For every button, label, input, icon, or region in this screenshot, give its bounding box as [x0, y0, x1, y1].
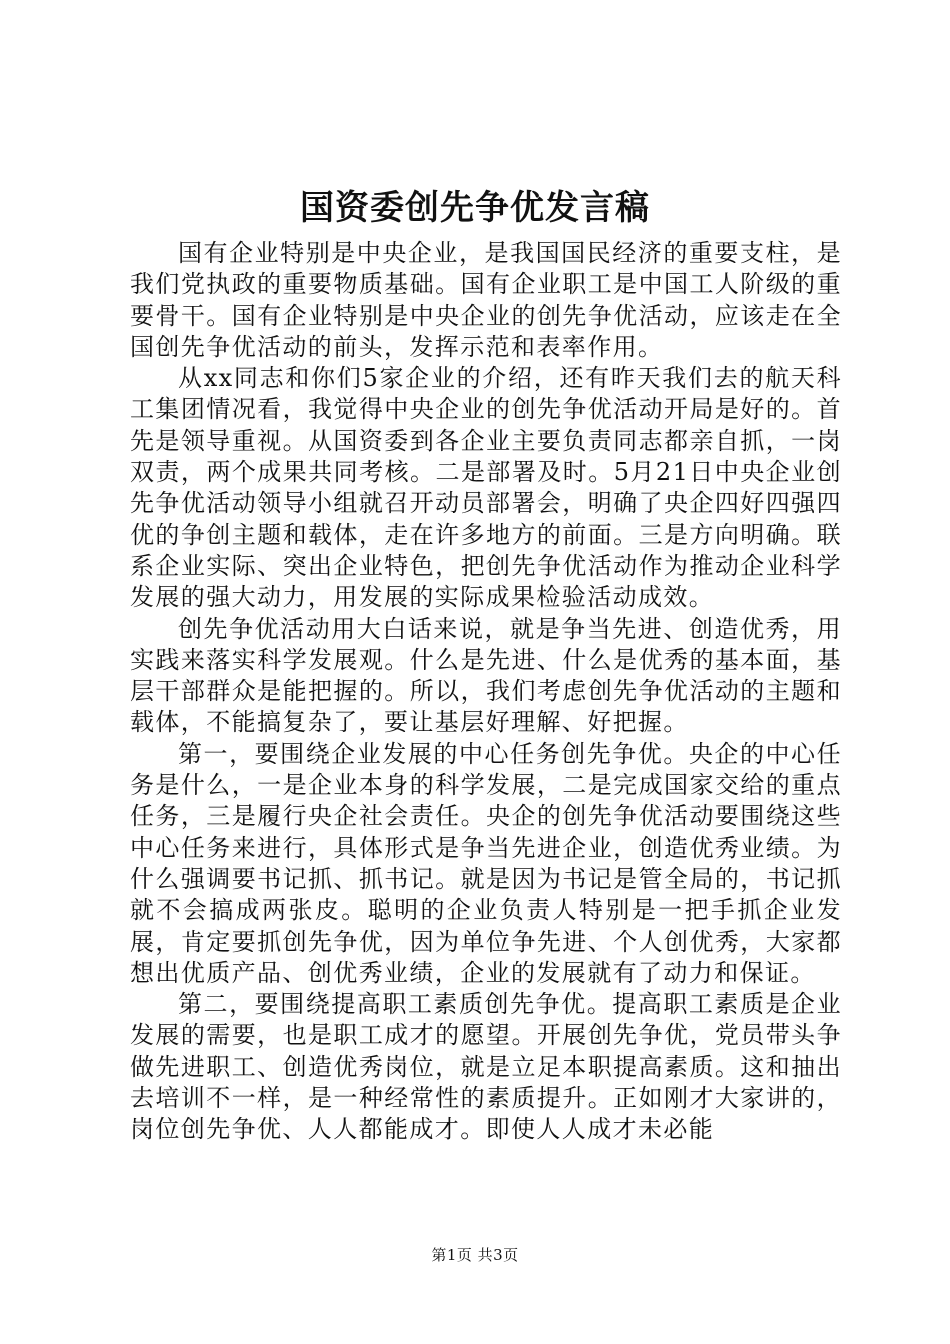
paragraph: 第一，要围绕企业发展的中心任务创先争优。央企的中心任务是什么，一是企业本身的科学发展，二是完成国家交给的重点任务，三是履行央企社会责任。央企的创先争优活动要围绕这些中心任务来进行，具体形式是争当先进企业，创造优秀业绩。为什么强调要书记抓、抓书记。就是因为书记是管全局的，书记抓就不会搞成两张皮。聪明的企业负责人特别是一把手抓企业发展，肯定要抓创先争优，因为单位争先进、个人创优秀，大家都想出优质产品、创优秀业绩，企业的发展就有了动力和保证。	[130, 739, 842, 987]
paragraph: 从xx同志和你们5家企业的介绍，还有昨天我们去的航天科工集团情况看，我觉得中央企业的创先争优活动开局是好的。首先是领导重视。从国资委到各企业主要负责同志都亲自抓，一岗双责，两个成果共同考核。二是部署及时。5月21日中央企业创先争优活动领导小组就召开动员部署会，明确了央企四好四强四优的争创主题和载体，走在许多地方的前面。三是方向明确。联系企业实际、突出企业特色，把创先争优活动作为推动企业科学发展的强大动力，用发展的实际成果检验活动成效。	[130, 364, 842, 612]
page-number-footer: 第1页 共3页	[431, 1246, 519, 1264]
paragraph: 创先争优活动用大白话来说，就是争当先进、创造优秀，用实践来落实科学发展观。什么是先进、什么是优秀的基本面，基层干部群众是能把握的。所以，我们考虑创先争优活动的主题和载体，不能搞复杂了，要让基层好理解、好把握。	[130, 614, 842, 737]
paragraph: 第二，要围绕提高职工素质创先争优。提高职工素质是企业发展的需要，也是职工成才的愿望。开展创先争优，党员带头争做先进职工、创造优秀岗位，就是立足本职提高素质。这和抽出去培训不一样，是一种经常性的素质提升。正如刚才大家讲的，岗位创先争优、人人都能成才。即使人人成才未必能	[130, 990, 842, 1144]
document-title: 国资委创先争优发言稿	[300, 188, 650, 228]
document-body	[130, 238, 842, 1146]
paragraph: 国有企业特别是中央企业，是我国国民经济的重要支柱，是我们党执政的重要物质基础。国有企业职工是中国工人阶级的重要骨干。国有企业特别是中央企业的创先争优活动，应该走在全国创先争优活动的前头，发挥示范和表率作用。	[130, 239, 842, 361]
